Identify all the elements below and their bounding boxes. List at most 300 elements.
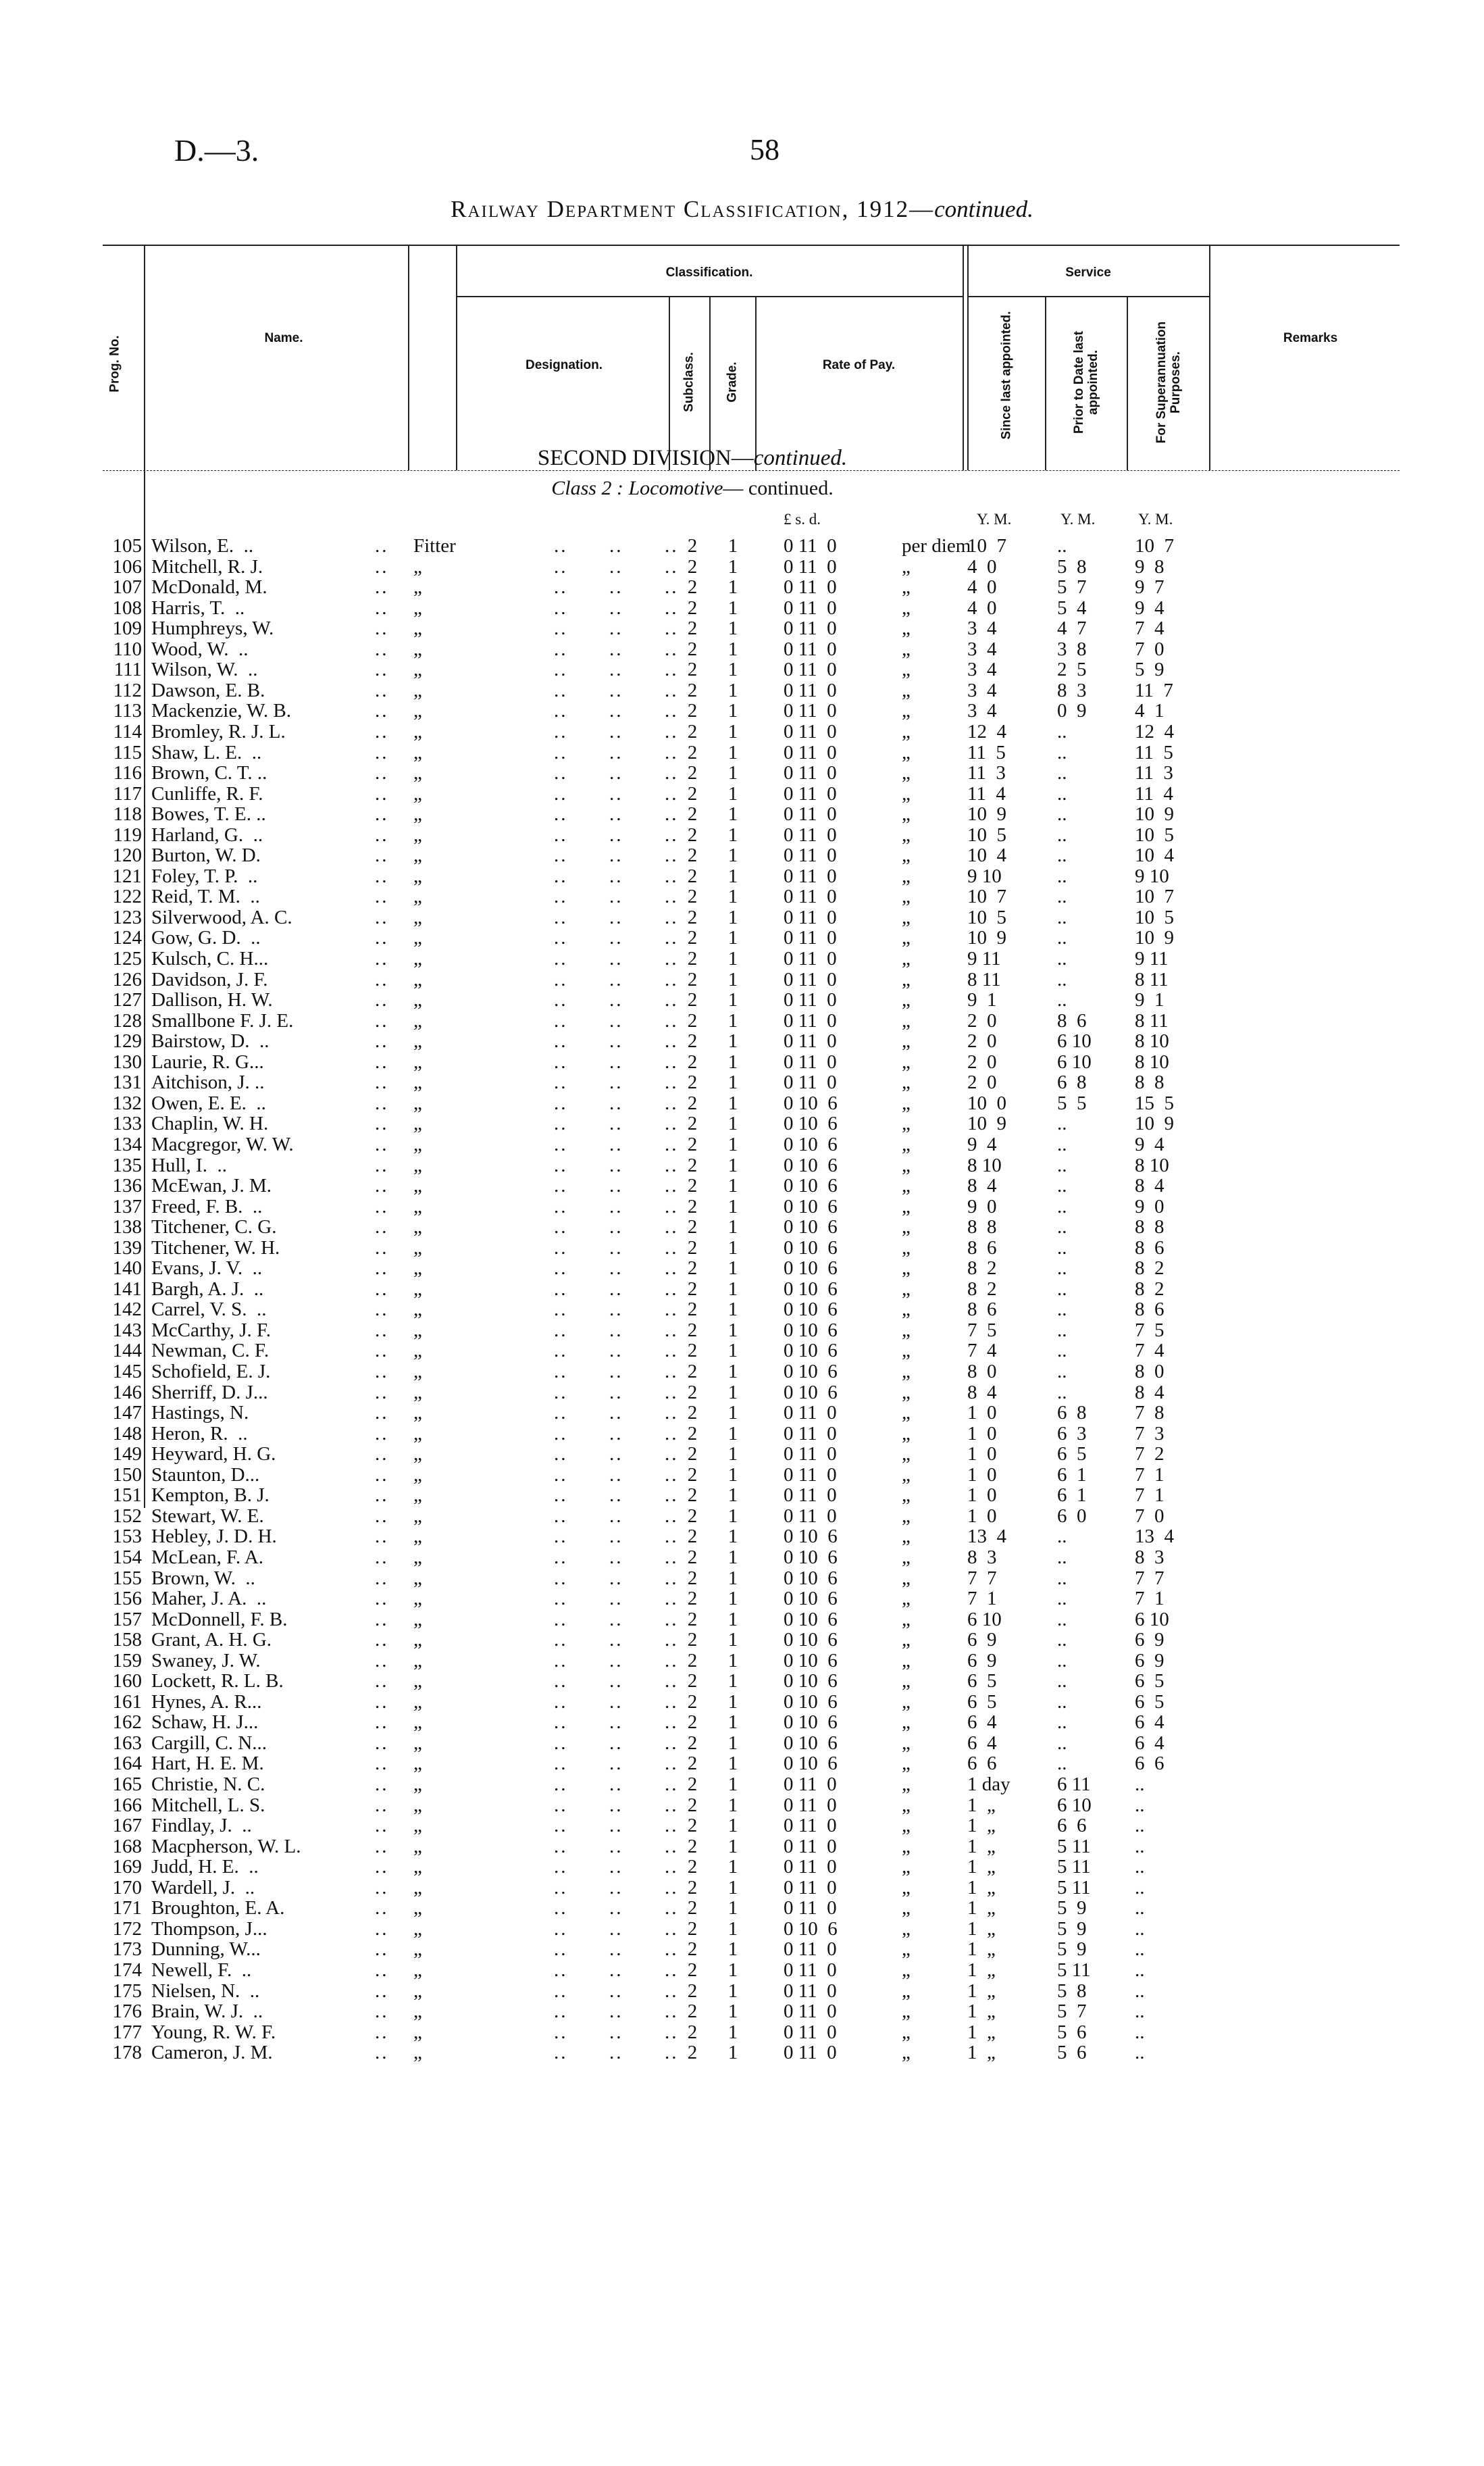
service-prior: 5 11 [1057,1856,1091,1878]
table-row [0,1526,1484,1546]
leader-dots: .. [375,1917,389,1940]
employee-name: Heyward, H. G. [151,1443,276,1465]
table-row [0,1011,1484,1031]
employee-name: McDonnell, F. B. [151,1608,288,1630]
subclass: 2 [687,1980,698,2002]
grade: 1 [727,1030,738,1053]
service-prior: .. [1057,1753,1067,1775]
service-superannuation: .. [1135,1794,1145,1816]
designation: „ [413,762,422,784]
service-superannuation: 8 3 [1135,1546,1165,1568]
rate-unit: „ [902,906,911,928]
service-since-last: 1 0 [967,1505,997,1527]
service-since-last: 6 5 [967,1690,997,1713]
leader-dots: .. [375,1588,389,1610]
grade: 1 [727,2021,738,2043]
designation: „ [413,720,422,743]
leader-dots: .. .. .. [554,720,679,743]
table-row [0,1403,1484,1423]
rate-of-pay: 0 11 0 [784,2042,837,2064]
service-superannuation: .. [1135,1938,1145,1961]
service-prior: .. [1057,1526,1067,1548]
service-superannuation: .. [1135,1980,1145,2002]
subclass: 2 [687,741,698,763]
grade: 1 [727,597,738,619]
leader-dots: .. [375,576,389,599]
employee-name: Newell, F. .. [151,1959,252,1981]
leader-dots: .. .. .. [554,1588,679,1610]
designation: „ [413,597,422,619]
designation: „ [413,1773,422,1795]
leader-dots: .. .. .. [554,1381,679,1403]
subclass: 2 [687,679,698,701]
service-since-last: 2 0 [967,1051,997,1073]
designation: „ [413,1690,422,1713]
rate-unit: „ [902,2042,911,2064]
prog-number: 175 [112,1980,142,2002]
service-since-last: 1 „ [967,1794,996,1816]
service-superannuation: .. [1135,2042,1145,2064]
prog-number: 123 [112,906,142,928]
table-row [0,1753,1484,1773]
rate-of-pay: 0 10 6 [784,1711,838,1734]
service-superannuation: 7 0 [1135,638,1165,660]
service-superannuation: .. [1135,2001,1145,2023]
service-prior: 6 5 [1057,1443,1087,1465]
service-since-last: 11 5 [967,741,1006,763]
designation: „ [413,679,422,701]
rate-of-pay: 0 11 0 [784,2021,837,2043]
table-row [0,1113,1484,1134]
designation: „ [413,1361,422,1382]
service-prior: .. [1057,845,1067,867]
designation: Fitter [413,535,456,557]
employee-name: Maher, J. A. .. [151,1588,267,1610]
service-prior: .. [1057,865,1067,887]
table-row [0,1197,1484,1217]
subclass: 2 [687,720,698,743]
rate-unit: „ [902,1236,911,1259]
grade: 1 [727,1897,738,1919]
subclass: 2 [687,1938,698,1961]
service-superannuation: 8 0 [1135,1361,1165,1382]
leader-dots: .. [375,824,389,846]
prog-number: 158 [112,1629,142,1651]
designation: „ [413,1340,422,1362]
prog-number: 113 [113,700,142,722]
employee-name: Schofield, E. J. [151,1361,271,1382]
rate-unit: „ [902,948,911,970]
service-since-last: 1 day [967,1773,1010,1795]
subclass: 2 [687,555,698,578]
service-superannuation: 6 5 [1135,1690,1165,1713]
designation: „ [413,865,422,887]
service-superannuation: 8 6 [1135,1236,1165,1259]
grade: 1 [727,638,738,660]
employee-name: Findlay, J. .. [151,1815,252,1837]
leader-dots: .. .. .. [554,1319,679,1341]
service-superannuation: 9 8 [1135,555,1165,578]
service-prior: .. [1057,989,1067,1011]
employee-name: Mitchell, L. S. [151,1794,265,1816]
leader-dots: .. .. .. [554,1113,679,1135]
leader-dots: .. .. .. [554,1443,679,1465]
rate-unit: „ [902,1546,911,1568]
employee-name: Aitchison, J. .. [151,1072,265,1094]
leader-dots: .. [375,1567,389,1589]
table-row [0,743,1484,763]
leader-dots: .. [375,597,389,619]
designation: „ [413,2042,422,2064]
prog-number: 128 [112,1009,142,1032]
rate-of-pay: 0 11 0 [784,1835,837,1857]
service-since-last: 8 2 [967,1257,997,1280]
rate-unit: „ [902,1133,911,1155]
service-superannuation: 6 6 [1135,1753,1165,1775]
table-row [0,1238,1484,1258]
service-since-last: 1 „ [967,1980,996,2002]
rate-unit: „ [902,1361,911,1382]
grade: 1 [727,1917,738,1940]
service-superannuation: 7 4 [1135,618,1165,640]
subclass: 2 [687,1670,698,1692]
rate-unit: „ [902,803,911,826]
leader-dots: .. .. .. [554,1938,679,1961]
designation: „ [413,886,422,908]
service-since-last: 8 10 [967,1154,1002,1176]
table-row [0,1981,1484,2001]
service-prior: .. [1057,535,1067,557]
service-prior: 6 0 [1057,1505,1087,1527]
prog-number: 155 [112,1567,142,1589]
grade: 1 [727,1567,738,1589]
service-superannuation: 7 2 [1135,1443,1165,1465]
leader-dots: .. .. .. [554,782,679,805]
rate-unit: „ [902,1876,911,1898]
service-since-last: 3 4 [967,618,997,640]
leader-dots: .. .. .. [554,555,679,578]
service-since-last: 8 3 [967,1546,997,1568]
grade: 1 [727,968,738,990]
grade: 1 [727,720,738,743]
rate-unit: „ [902,1917,911,1940]
rate-unit: „ [902,1815,911,1837]
designation: „ [413,927,422,949]
designation: „ [413,1133,422,1155]
employee-name: Stewart, W. E. [151,1505,264,1527]
leader-dots: .. .. .. [554,1402,679,1424]
designation: „ [413,1505,422,1527]
leader-dots: .. .. .. [554,700,679,722]
prog-number: 130 [112,1051,142,1073]
leader-dots: .. [375,1876,389,1898]
service-since-last: 8 2 [967,1278,997,1300]
employee-name: Young, R. W. F. [151,2021,276,2043]
rate-unit: „ [902,1072,911,1094]
prog-number: 124 [112,927,142,949]
col-divider [1127,296,1128,470]
grade: 1 [727,1773,738,1795]
leader-dots: .. [375,948,389,970]
header-grade: Grade. [725,361,740,403]
header-prior-to-date: Prior to Date last appointed. [1072,330,1100,434]
service-superannuation: 8 8 [1135,1072,1165,1094]
service-prior: .. [1057,1629,1067,1651]
table-row [0,2001,1484,2021]
service-since-last: 1 „ [967,2042,996,2064]
rate-of-pay: 0 11 0 [784,1463,837,1486]
prog-number: 142 [112,1299,142,1321]
grade: 1 [727,1443,738,1465]
rate-unit: „ [902,2001,911,2023]
leader-dots: .. [375,1402,389,1424]
designation: „ [413,618,422,640]
service-superannuation: 6 9 [1135,1649,1165,1671]
leader-dots: .. [375,1484,389,1507]
prog-number: 116 [113,762,142,784]
rate-of-pay: 0 10 6 [784,1381,838,1403]
service-superannuation: 9 10 [1135,865,1169,887]
employee-name: Nielsen, N. .. [151,1980,260,2002]
money-units: £ s. d. [784,511,821,528]
service-since-last: 1 „ [967,2021,996,2043]
subclass: 2 [687,1319,698,1341]
grade: 1 [727,1649,738,1671]
designation: „ [413,1959,422,1981]
employee-name: Staunton, D... [151,1463,260,1486]
table-row [0,1547,1484,1567]
table-row [0,845,1484,865]
employee-name: Wood, W. .. [151,638,249,660]
service-since-last: 10 9 [967,927,1006,949]
service-superannuation: 11 3 [1135,762,1173,784]
table-row [0,1712,1484,1732]
service-since-last: 1 0 [967,1402,997,1424]
employee-name: Foley, T. P. .. [151,865,258,887]
designation: „ [413,968,422,990]
leader-dots: .. [375,1670,389,1692]
designation: „ [413,1980,422,2002]
grade: 1 [727,948,738,970]
service-superannuation: 15 5 [1135,1092,1174,1114]
table-row [0,804,1484,824]
rate-of-pay: 0 11 0 [784,700,837,722]
prog-number: 129 [112,1030,142,1053]
leader-dots: .. [375,989,389,1011]
leader-dots: .. [375,1009,389,1032]
subclass: 2 [687,1835,698,1857]
leader-dots: .. .. .. [554,906,679,928]
rate-unit: „ [902,1526,911,1548]
service-prior: 5 11 [1057,1959,1091,1981]
employee-name: Dallison, H. W. [151,989,273,1011]
subclass: 2 [687,1009,698,1032]
rate-of-pay: 0 11 0 [784,803,837,826]
rate-unit: „ [902,1608,911,1630]
subclass: 2 [687,1629,698,1651]
subclass: 2 [687,576,698,599]
table-row [0,784,1484,804]
rate-unit: „ [902,1856,911,1878]
rate-unit: per diem [902,535,971,557]
employee-name: Brown, C. T. .. [151,762,267,784]
subclass: 2 [687,968,698,990]
rate-unit: „ [902,1794,911,1816]
rate-unit: „ [902,2021,911,2043]
service-since-last: 8 6 [967,1236,997,1259]
employee-name: Humphreys, W. [151,618,274,640]
service-since-last: 1 „ [967,1815,996,1837]
leader-dots: .. .. .. [554,948,679,970]
service-prior: .. [1057,1195,1067,1217]
subclass: 2 [687,2042,698,2064]
prog-number: 156 [112,1588,142,1610]
service-since-last: 13 4 [967,1526,1006,1548]
service-since-last: 1 „ [967,1917,996,1940]
prog-number: 151 [112,1484,142,1507]
subclass: 2 [687,1175,698,1197]
rate-unit: „ [902,1588,911,1610]
leader-dots: .. .. .. [554,2042,679,2064]
leader-dots: .. .. .. [554,1030,679,1053]
service-prior: .. [1057,906,1067,928]
rate-unit: „ [902,1340,911,1362]
rate-of-pay: 0 11 0 [784,555,837,578]
service-prior: 6 10 [1057,1794,1092,1816]
table-row [0,1692,1484,1712]
rate-unit: „ [902,1773,911,1795]
leader-dots: .. .. .. [554,1175,679,1197]
rate-of-pay: 0 11 0 [784,989,837,1011]
rate-of-pay: 0 11 0 [784,1980,837,2002]
rate-of-pay: 0 10 6 [784,1092,838,1114]
service-since-last: 10 5 [967,906,1006,928]
leader-dots: .. .. .. [554,1278,679,1300]
grade: 1 [727,886,738,908]
table-row [0,577,1484,597]
leader-dots: .. [375,1629,389,1651]
table-row [0,763,1484,783]
prog-number: 121 [112,865,142,887]
designation: „ [413,1092,422,1114]
leader-dots: .. [375,782,389,805]
rate-of-pay: 0 11 0 [784,1876,837,1898]
rate-unit: „ [902,659,911,681]
grade: 1 [727,659,738,681]
subclass: 2 [687,845,698,867]
service-prior: .. [1057,927,1067,949]
leader-dots: .. .. .. [554,1484,679,1507]
table-row [0,886,1484,907]
subclass: 2 [687,1195,698,1217]
header-subclass: Subclass. [682,352,696,412]
rate-of-pay: 0 11 0 [784,886,837,908]
employee-name: Schaw, H. J... [151,1711,259,1734]
leader-dots: .. .. .. [554,659,679,681]
designation: „ [413,1216,422,1238]
rate-unit: „ [902,638,911,660]
leader-dots: .. [375,1113,389,1135]
leader-dots: .. .. .. [554,1216,679,1238]
leader-dots: .. [375,1773,389,1795]
rate-of-pay: 0 10 6 [784,1133,838,1155]
table-row [0,1155,1484,1176]
designation: „ [413,1051,422,1073]
service-prior: 8 3 [1057,679,1087,701]
leader-dots: .. [375,865,389,887]
service-prior: .. [1057,1381,1067,1403]
employee-name: Hastings, N. [151,1402,249,1424]
leader-dots: .. [375,1794,389,1816]
service-prior: 5 5 [1057,1092,1087,1114]
prog-number: 165 [112,1773,142,1795]
title-main: Railway Department Classification, 1912— [451,196,935,222]
service-superannuation: 9 1 [1135,989,1165,1011]
leader-dots: .. .. .. [554,1608,679,1630]
grade: 1 [727,1402,738,1424]
header-prog-no: Prog. No. [107,335,122,393]
leader-dots: .. [375,1835,389,1857]
designation: „ [413,1463,422,1486]
leader-dots: .. .. .. [554,1236,679,1259]
employee-name: Bowes, T. E. .. [151,803,266,826]
service-superannuation: 8 11 [1135,1009,1169,1032]
service-prior: 8 6 [1057,1009,1087,1032]
prog-number: 171 [112,1897,142,1919]
leader-dots: .. [375,1711,389,1734]
rate-unit: „ [902,741,911,763]
grade: 1 [727,1546,738,1568]
table-row [0,1671,1484,1691]
rate-unit: „ [902,1711,911,1734]
leader-dots: .. .. .. [554,1876,679,1898]
designation: „ [413,1299,422,1321]
prog-number: 125 [112,948,142,970]
service-prior: .. [1057,762,1067,784]
header-remarks: Remarks [1283,331,1338,345]
service-prior: 5 11 [1057,1876,1091,1898]
service-prior: .. [1057,968,1067,990]
leader-dots: .. .. .. [554,1154,679,1176]
header-name: Name. [264,331,303,345]
rate-unit: „ [902,576,911,599]
leader-dots: .. .. .. [554,762,679,784]
table-row [0,949,1484,969]
table-row [0,2042,1484,2063]
service-superannuation: 8 10 [1135,1051,1169,1073]
rate-of-pay: 0 10 6 [784,1319,838,1341]
rate-of-pay: 0 10 6 [784,1154,838,1176]
service-superannuation: .. [1135,1959,1145,1981]
rate-of-pay: 0 11 0 [784,845,837,867]
service-prior: .. [1057,1608,1067,1630]
subclass: 2 [687,1959,698,1981]
designation: „ [413,1835,422,1857]
rate-of-pay: 0 11 0 [784,1897,837,1919]
leader-dots: .. [375,1546,389,1568]
designation: „ [413,948,422,970]
prog-number: 143 [112,1319,142,1341]
service-superannuation: 10 9 [1135,803,1174,826]
employee-name: Davidson, J. F. [151,968,268,990]
service-superannuation: 7 8 [1135,1402,1165,1424]
service-prior: .. [1057,803,1067,826]
leader-dots: .. .. .. [554,1815,679,1837]
service-prior: .. [1057,741,1067,763]
service-prior: 5 7 [1057,576,1087,599]
prog-number: 145 [112,1361,142,1382]
table-row [0,1485,1484,1505]
